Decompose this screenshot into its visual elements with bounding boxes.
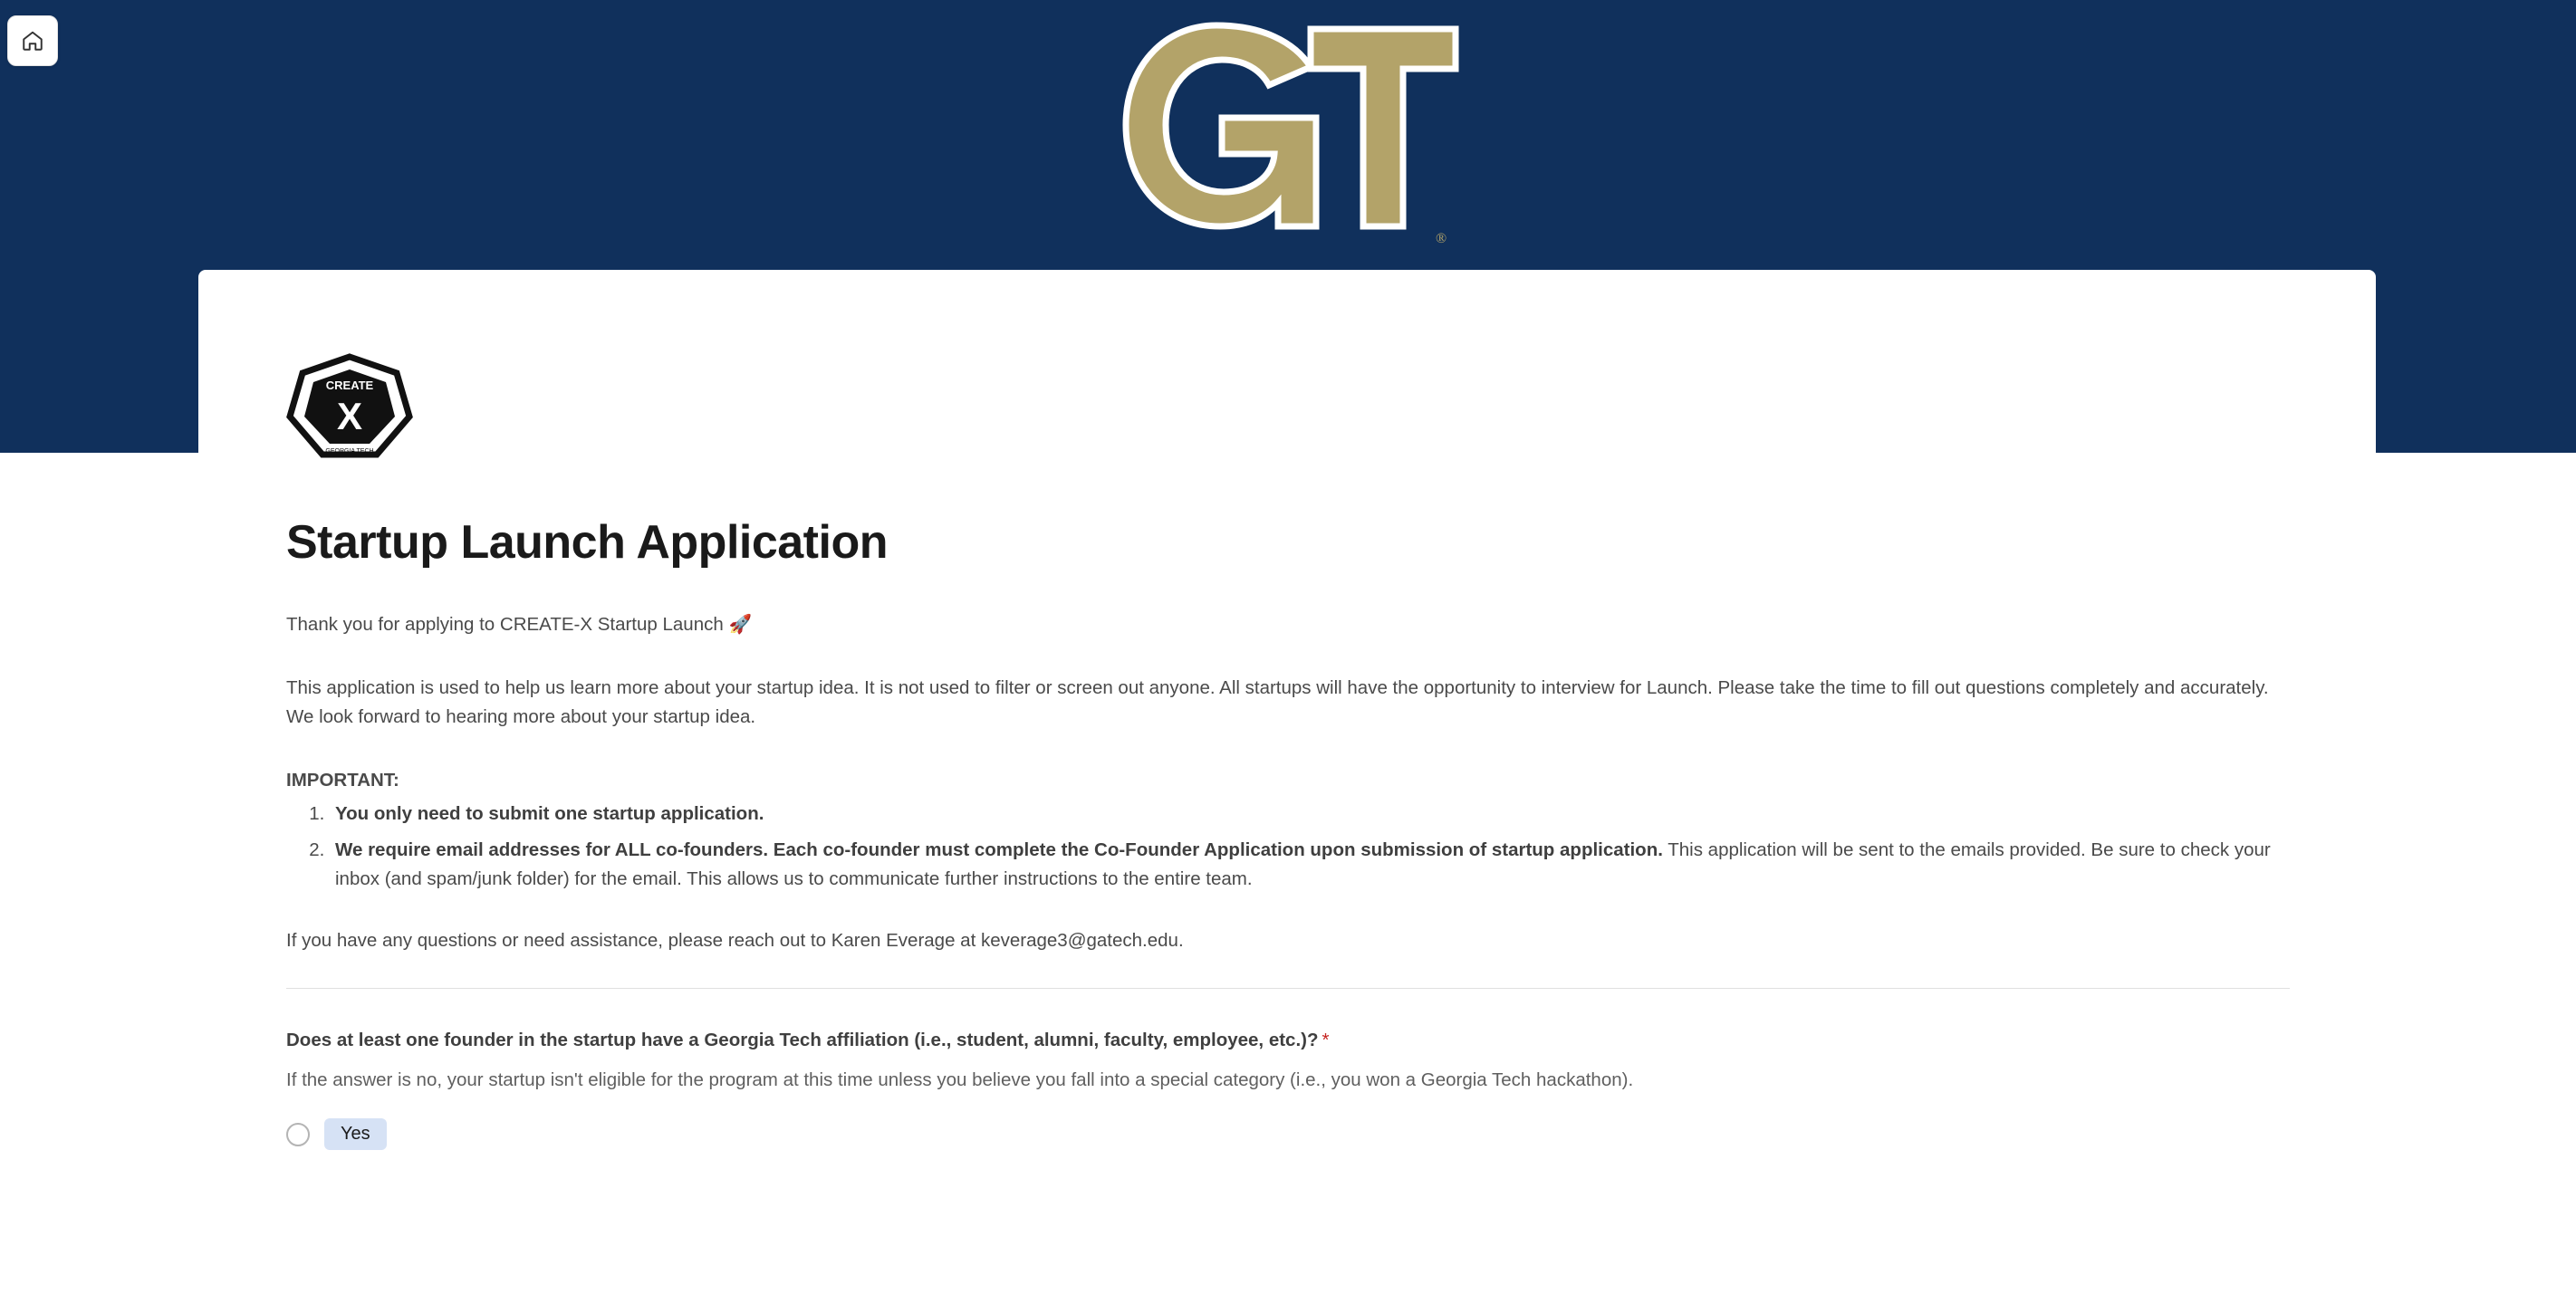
question-block-gt-affiliation	[286, 1027, 2290, 1151]
form-content	[286, 514, 2290, 1150]
radio-option-yes[interactable]	[286, 1118, 2290, 1150]
home-icon	[21, 29, 44, 53]
svg-text:GEORGIA TECH: GEORGIA TECH	[325, 448, 374, 455]
list-item-rest: This application will be sent to the emails provided. Be sure to check your inbox (and spam/junk folder) for the email. This allows us to communicate further instructions to the entire team.	[335, 839, 2271, 889]
important-list	[286, 800, 2290, 893]
question-label	[286, 1027, 2290, 1055]
section-divider	[286, 988, 2290, 989]
important-label: IMPORTANT:	[286, 769, 399, 791]
question-help-text: If the answer is no, your startup isn't eligible for the program at this time unless you believe you fall into a special category (i.e., you won a Georgia Tech hackathon).	[286, 1069, 1634, 1091]
list-item	[330, 836, 2290, 894]
page-title: Startup Launch Application	[286, 516, 888, 569]
georgia-tech-logo	[1110, 16, 1472, 256]
radio-circle-icon[interactable]	[286, 1123, 310, 1146]
list-item-bold: You only need to submit one startup application.	[335, 803, 764, 825]
contact-text: If you have any questions or need assistance, please reach out to Karen Everage at keverage3@gatech.edu.	[286, 929, 1184, 951]
svg-text:®: ®	[1436, 231, 1447, 246]
radio-option-label: Yes	[324, 1118, 387, 1150]
question-label-text: Does at least one founder in the startup have a Georgia Tech affiliation (i.e., student, alumni, faculty, employee, etc.)?	[286, 1029, 1319, 1050]
list-item	[330, 800, 2290, 829]
intro-text: Thank you for applying to CREATE-X Startup Launch 🚀	[286, 614, 752, 636]
createx-logo	[286, 353, 413, 460]
svg-text:X: X	[336, 395, 363, 437]
list-item-bold: We require email addresses for ALL co-founders. Each co-founder must complete the Co-Founder Application upon submission of startup application.	[335, 839, 1663, 861]
required-marker: *	[1322, 1029, 1330, 1050]
home-button[interactable]	[7, 15, 58, 66]
svg-text:CREATE: CREATE	[325, 379, 374, 392]
description-text: This application is used to help us learn more about your startup idea. It is not used to filter or screen out anyone. All startups will have the opportunity to interview for Launch. Please take the time to fill out questions completely and accurately. We look forward to hearing more about your startup idea.	[286, 677, 2269, 727]
radio-group-gt-affiliation	[286, 1118, 2290, 1150]
